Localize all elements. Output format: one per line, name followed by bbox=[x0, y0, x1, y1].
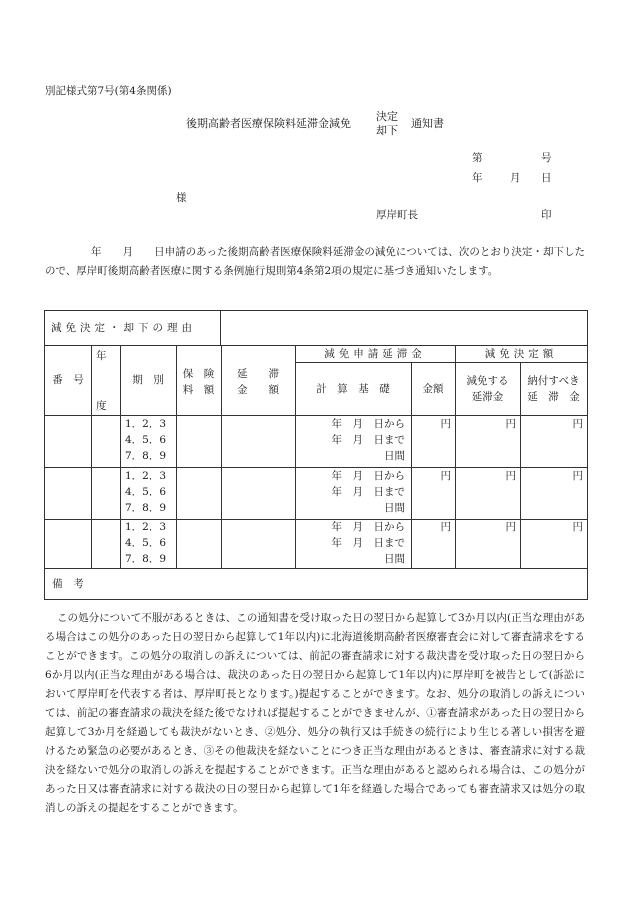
basis-days: 日間 bbox=[384, 553, 405, 565]
date-day: 日 bbox=[541, 172, 552, 184]
basis-from: 年 月 日から bbox=[331, 521, 405, 533]
yen-amount: 円 bbox=[440, 521, 451, 533]
period-line-1: 1．2．3 bbox=[125, 470, 167, 482]
period-line-2: 4．5．6 bbox=[125, 434, 167, 446]
header-premium-2: 料 額 bbox=[182, 384, 215, 396]
header-exempt-1: 減免する bbox=[466, 375, 509, 387]
header-amount: 金額 bbox=[422, 382, 444, 395]
remarks-label: 備 考 bbox=[52, 577, 84, 590]
reason-label-text: 減免決定・却下の理由 bbox=[51, 322, 196, 334]
header-payable-2: 延 滞 金 bbox=[527, 391, 580, 403]
header-number: 番 号 bbox=[52, 374, 84, 386]
period-line-1: 1．2．3 bbox=[125, 521, 167, 533]
period-line-1: 1．2．3 bbox=[125, 418, 167, 430]
basis-from: 年 月 日から bbox=[331, 418, 405, 430]
period-line-3: 7．8．9 bbox=[125, 553, 167, 565]
period-line-2: 4．5．6 bbox=[125, 537, 167, 549]
yen-payable: 円 bbox=[572, 470, 583, 482]
yen-exempt: 円 bbox=[505, 418, 516, 430]
header-decided-group-text: 減免決定額 bbox=[484, 347, 558, 360]
issuer: 厚岸町長 bbox=[376, 209, 418, 221]
header-exempt-2: 延滞金 bbox=[471, 391, 504, 403]
date-month: 月 bbox=[510, 172, 521, 184]
yen-payable: 円 bbox=[572, 521, 583, 533]
basis-to: 年 月 日まで bbox=[331, 486, 405, 498]
yen-exempt: 円 bbox=[505, 521, 516, 533]
intro-paragraph: 年 月 日申請のあった後期高齢者医療保険料延滞金の減免については、次のとおり決定・却下したので、厚岸町後期高齢者医療に関する条例施行規則第4条第2項の規定に基づき通知いたします。 bbox=[45, 246, 585, 277]
header-basis: 計 算 基 礎 bbox=[316, 382, 390, 395]
basis-from: 年 月 日から bbox=[331, 470, 405, 482]
header-premium-1: 保 険 bbox=[182, 368, 215, 380]
date-year: 年 bbox=[472, 172, 483, 184]
header-period: 期 別 bbox=[132, 374, 164, 386]
title-option-rejection: 却下 bbox=[376, 124, 398, 137]
decision-table bbox=[44, 310, 588, 600]
header-late-1: 延 滞 bbox=[237, 368, 279, 380]
header-applied-group bbox=[295, 345, 455, 362]
header-payable-1: 納付すべき bbox=[527, 375, 580, 387]
basis-days: 日間 bbox=[384, 450, 405, 462]
basis-to: 年 月 日まで bbox=[331, 434, 405, 446]
reason-label bbox=[51, 321, 196, 335]
period-line-3: 7．8．9 bbox=[125, 502, 167, 514]
yen-payable: 円 bbox=[572, 418, 583, 430]
header-year-bottom: 度 bbox=[96, 400, 107, 412]
yen-amount: 円 bbox=[440, 418, 451, 430]
period-line-3: 7．8．9 bbox=[125, 450, 167, 462]
addressee-suffix: 様 bbox=[176, 192, 187, 204]
appeal-notice: この処分について不服があるときは、この通知書を受け取った日の翌日から起算して3か月以内(正当な理由がある場合はこの処分のあった日の翌日から起算して1年以内)に北海道後期高齢者医療審査会に対して審査請求をすることができます。この処分の取消しの訴えについては、前記の審査請求に対する裁決書を受け取った日の翌日から6か月以内(正当な理由がある場合は、裁決のあった日の翌日から起算して1年以内)に厚岸町を被告として(訴訟において厚岸町を代表する者は、厚岸町長となります。)提起することができます。なお、処分の取消しの訴えについては、前記の審査請求の裁決を経た後でなければ提起することができませんが、①審査請求があった日の翌日から起算して3か月を経過しても裁決がないとき、②処分、処分の執行又は手続きの続行により生じる著しい損害を避けるため緊急の必要があるとき、③その他裁決を経ないことにつき正当な理由があるときは、審査請求に対する裁決を経ないで処分の取消しの訴えを提起することができます。正当な理由があると認められる場合は、この処分があった日又は審査請求に対する裁決の日の翌日から起算して1年を経過した場合であっても審査請求又は処分の取消しの訴えの提起をすることができます。 bbox=[45, 612, 585, 814]
reason-input[interactable] bbox=[223, 312, 585, 344]
number-suffix: 号 bbox=[541, 152, 552, 164]
header-late-2: 金 額 bbox=[237, 384, 279, 396]
header-applied-group-text: 減免申請延滞金 bbox=[324, 347, 426, 360]
basis-days: 日間 bbox=[384, 502, 405, 514]
period-line-2: 4．5．6 bbox=[125, 486, 167, 498]
yen-exempt: 円 bbox=[505, 470, 516, 482]
header-decided-group bbox=[455, 345, 587, 362]
seal-mark: 印 bbox=[541, 209, 552, 221]
title-suffix: 通知書 bbox=[411, 117, 444, 130]
document-title: 後期高齢者医療保険料延滞金減免 bbox=[186, 117, 351, 130]
number-prefix: 第 bbox=[472, 152, 483, 164]
yen-amount: 円 bbox=[440, 470, 451, 482]
header-year-top: 年 bbox=[96, 350, 107, 362]
form-label: 別記様式第7号(第4条関係) bbox=[45, 85, 172, 97]
title-option-decision: 決定 bbox=[376, 110, 398, 123]
basis-to: 年 月 日まで bbox=[331, 537, 405, 549]
